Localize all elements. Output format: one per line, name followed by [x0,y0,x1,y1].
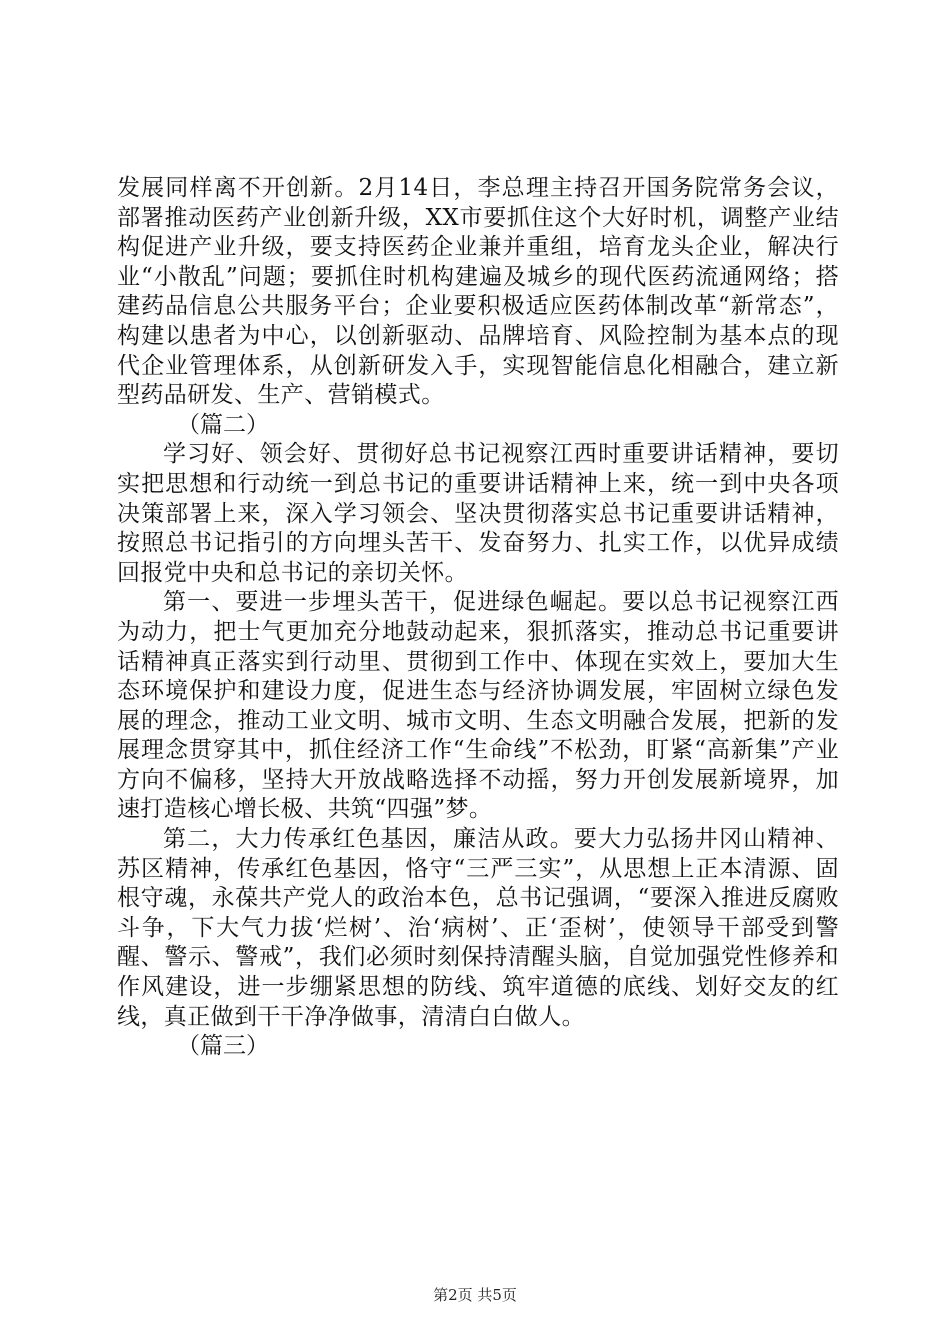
section-heading-part-three: （篇三） [177,1033,269,1060]
paragraph-point-one: 第一、要进一步埋头苦干，促进绿色崛起。要以总书记视察江西为动力，把士气更加充分地鼓动起来，狠抓落实，推动总书记重要讲话精神真正落实到行动里、贯彻到工作中、体现在实效上，要加大生态环境保护和建设力度，促进生态与经济协调发展，牢固树立绿色发展的理念，推动工业文明、城市文明、生态文明融合发展，把新的发展理念贯穿其中，抓住经济工作“生命线”不松劲，盯紧“高新集”产业方向不偏移，坚持大开放战略选择不动摇，努力开创发展新境界，加速打造核心增长极、共筑“四强”梦。 [117,589,839,823]
paragraph-study-spirit: 学习好、领会好、贯彻好总书记视察江西时重要讲话精神，要切实把思想和行动统一到总书记的重要讲话精神上来，统一到中央各项决策部署上来，深入学习领会、坚决贯彻落实总书记重要讲话精神，按照总书记指引的方向埋头苦干、发奋努力、扎实工作，以优异成绩回报党中央和总书记的亲切关怀。 [117,441,839,586]
section-heading-part-two: （篇二） [177,411,269,438]
document-body [117,174,839,1062]
page-number-footer: 第2页 共5页 [433,1286,517,1304]
paragraph-intro-continuation: 发展同样离不开创新。2月14日，李总理主持召开国务院常务会议，部署推动医药产业创新升级，XX市要抓住这个大好时机，调整产业结构促进产业升级，要支持医药企业兼并重组，培育龙头企业，解决行业“小散乱”问题；要抓住时机构建遍及城乡的现代医药流通网络；搭建药品信息公共服务平台；企业要积极适应医药体制改革“新常态”，构建以患者为中心，以创新驱动、品牌培育、风险控制为基本点的现代企业管理体系，从创新研发入手，实现智能信息化相融合，建立新型药品研发、生产、营销模式。 [117,175,839,409]
paragraph-point-two: 第二，大力传承红色基因，廉洁从政。要大力弘扬井冈山精神、苏区精神，传承红色基因，恪守“三严三实”，从思想上正本清源、固根守魂，永葆共产党人的政治本色，总书记强调，“要深入推进反腐败斗争，下大气力拔‘烂树’、治‘病树’、正‘歪树’，使领导干部受到警醒、警示、警戒”，我们必须时刻保持清醒头脑，自觉加强党性修养和作风建设，进一步绷紧思想的防线、筑牢道德的底线、划好交友的红线，真正做到干干净净做事，清清白白做人。 [117,826,839,1030]
